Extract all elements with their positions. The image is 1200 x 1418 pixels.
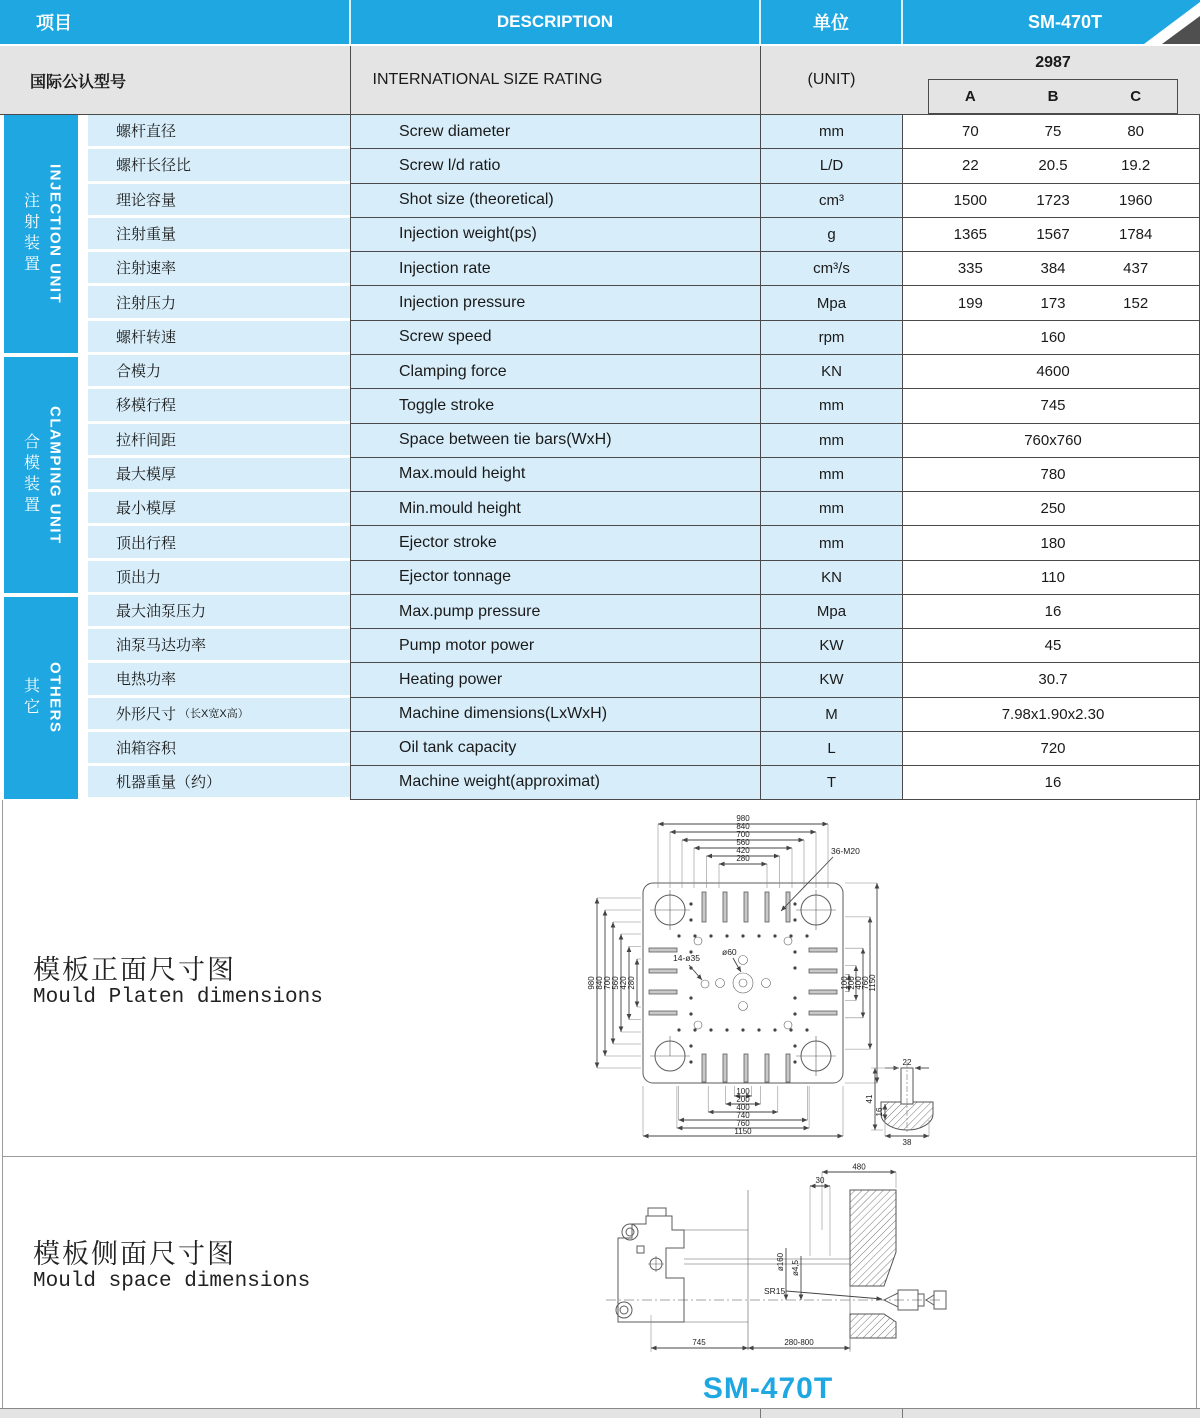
dim-label: 16 xyxy=(875,1107,884,1117)
section-rows-others xyxy=(0,595,1200,800)
spec-name-en xyxy=(350,424,760,458)
spec-unit xyxy=(760,492,902,526)
dim-label: 980 xyxy=(587,976,596,990)
spec-row-others-1 xyxy=(0,629,1200,663)
spec-name-en xyxy=(350,458,760,492)
dim-label: 200 xyxy=(847,976,856,990)
spec-unit xyxy=(760,252,902,286)
spec-name-cn xyxy=(88,561,350,595)
spec-name-en xyxy=(350,115,760,149)
spec-value: 75 xyxy=(1044,123,1062,141)
space-drawing-title-en: Mould space dimensions xyxy=(33,1270,311,1293)
spec-values xyxy=(902,321,1200,355)
spec-values xyxy=(902,286,1200,320)
spec-name-cn-note: （长X宽X高） xyxy=(179,708,249,721)
spec-unit xyxy=(760,698,902,732)
spec-name-cn-text: 移模行程 xyxy=(116,397,177,415)
subheader-unit-text: (UNIT) xyxy=(807,71,856,88)
spec-row-injection-4 xyxy=(0,252,1200,286)
subheader-model-cn xyxy=(0,46,350,115)
space-drawing-title-cn: 模板侧面尺寸图 xyxy=(33,1239,236,1270)
spec-row-others-4 xyxy=(0,732,1200,766)
panel-divider xyxy=(3,1156,1196,1157)
spec-name-en xyxy=(350,218,760,252)
spec-row-clamping-5 xyxy=(0,526,1200,560)
spec-value: 22 xyxy=(961,157,979,175)
size-rating-value xyxy=(928,46,1178,79)
spec-unit xyxy=(760,389,902,423)
spec-name-cn xyxy=(88,115,350,149)
spec-name-en xyxy=(350,561,760,595)
bolt-hole-dots xyxy=(677,902,808,1063)
spec-unit-text: KN xyxy=(821,363,842,381)
spec-row-clamping-6 xyxy=(0,561,1200,595)
radius-label: SR15 xyxy=(764,1286,786,1296)
spec-unit-text: cm³ xyxy=(819,191,844,209)
spec-unit-text: KW xyxy=(819,671,844,689)
dim-label: 840 xyxy=(595,976,604,990)
spec-name-en-text: Machine weight(approximat) xyxy=(399,773,600,791)
spec-name-en-text: Max.pump pressure xyxy=(399,602,541,620)
spec-name-cn xyxy=(88,526,350,560)
spec-name-cn xyxy=(88,595,350,629)
spec-name-cn xyxy=(88,424,350,458)
spec-value: 335 xyxy=(957,260,983,278)
spec-name-en-text: Ejector stroke xyxy=(399,534,497,552)
spec-unit xyxy=(760,218,902,252)
spec-value: 19.2 xyxy=(1121,157,1151,175)
spec-values xyxy=(902,218,1200,252)
spec-name-cn xyxy=(88,663,350,697)
spec-name-cn-text: 最大油泵压力 xyxy=(116,603,207,621)
spec-name-en xyxy=(350,355,760,389)
mould-space-drawing xyxy=(588,1160,948,1360)
spec-unit-text: mm xyxy=(819,500,844,518)
dim-label: 30 xyxy=(815,1176,825,1185)
dim-label: 1150 xyxy=(868,974,877,992)
header-corner-triangle-dark xyxy=(1162,16,1200,44)
section-label-injection xyxy=(4,115,78,353)
tie-bar-crosshairs xyxy=(650,890,836,1076)
spec-name-en-text: Shot size (theoretical) xyxy=(399,191,554,209)
strip-line xyxy=(902,1409,903,1418)
header-unit-label xyxy=(760,0,902,44)
spec-unit xyxy=(760,321,902,355)
spec-name-cn xyxy=(88,252,350,286)
spec-unit xyxy=(760,526,902,560)
spec-unit-text: KW xyxy=(819,637,844,655)
spec-values xyxy=(902,424,1200,458)
dim-label: 560 xyxy=(611,976,620,990)
spec-unit xyxy=(760,355,902,389)
subheader-size-rating xyxy=(350,46,760,115)
size-rating-value-text: 2987 xyxy=(1035,53,1071,71)
spec-value: 45 xyxy=(1044,637,1062,655)
dim-label: 400 xyxy=(736,1103,750,1112)
moving-platen-outline xyxy=(616,1208,684,1322)
spec-name-en-text: Injection rate xyxy=(399,259,491,277)
spec-values xyxy=(902,732,1200,766)
spec-name-cn xyxy=(88,492,350,526)
spec-name-en xyxy=(350,149,760,183)
spec-name-en xyxy=(350,184,760,218)
spec-name-en xyxy=(350,629,760,663)
spec-unit xyxy=(760,286,902,320)
spec-values xyxy=(902,629,1200,663)
spec-values xyxy=(902,149,1200,183)
dim-label: 700 xyxy=(736,830,750,839)
dim-label: 560 xyxy=(736,838,750,847)
spec-name-cn-text: 顶出力 xyxy=(116,568,162,586)
spec-name-en xyxy=(350,732,760,766)
spec-unit-text: mm xyxy=(819,465,844,483)
spec-value: 720 xyxy=(1040,739,1066,757)
spec-name-en-text: Screw speed xyxy=(399,328,492,346)
bolt-spec-label: 36-M20 xyxy=(831,846,860,856)
subheader-size-area xyxy=(902,46,1200,115)
dim-label: 480 xyxy=(852,1162,866,1172)
header-unit-text: 单位 xyxy=(813,13,849,33)
spec-unit-text: mm xyxy=(819,534,844,552)
subheader-model-cn-text: 国际公认型号 xyxy=(30,73,127,91)
spec-name-cn-text: 注射重量 xyxy=(116,225,177,243)
subheader-unit xyxy=(760,46,902,115)
table-subheader xyxy=(0,46,1200,115)
bottom-truncated-row xyxy=(0,1408,1200,1418)
others-cn-label: 其它 xyxy=(21,677,39,719)
right-dimensions xyxy=(840,883,877,1083)
spec-name-cn-text: 最大模厚 xyxy=(116,465,177,483)
spec-name-en xyxy=(350,766,760,800)
spec-values xyxy=(902,458,1200,492)
spec-unit xyxy=(760,424,902,458)
dim-label: 280 xyxy=(736,854,750,863)
platen-drawing-title-en: Mould Platen dimensions xyxy=(33,986,323,1009)
spec-row-clamping-0 xyxy=(0,355,1200,389)
spec-unit xyxy=(760,561,902,595)
variant-b-text: B xyxy=(1047,88,1059,105)
spec-values xyxy=(902,389,1200,423)
variant-c-header xyxy=(1094,80,1177,113)
spec-unit xyxy=(760,595,902,629)
spec-unit xyxy=(760,115,902,149)
top-dimensions xyxy=(658,814,828,864)
spec-value: 1500 xyxy=(953,191,988,209)
spec-value: 180 xyxy=(1040,534,1066,552)
spec-name-en xyxy=(350,663,760,697)
spec-name-cn xyxy=(88,218,350,252)
spec-value: 760x760 xyxy=(1024,431,1082,449)
radius-leader xyxy=(786,1291,882,1299)
spec-row-clamping-1 xyxy=(0,389,1200,423)
spec-name-en-text: Injection pressure xyxy=(399,294,526,312)
spec-unit xyxy=(760,629,902,663)
dim-label: 400 xyxy=(854,976,863,990)
spec-values xyxy=(902,766,1200,800)
spec-value: 780 xyxy=(1040,465,1066,483)
spec-values xyxy=(902,184,1200,218)
section-label-clamping xyxy=(4,357,78,593)
spec-name-en-text: Screw l/d ratio xyxy=(399,156,501,174)
variant-a-header xyxy=(929,80,1012,113)
spec-row-injection-3 xyxy=(0,218,1200,252)
spec-values xyxy=(902,595,1200,629)
spec-value: 1960 xyxy=(1118,191,1153,209)
dim-label: 22 xyxy=(902,1058,912,1067)
t-slot-detail xyxy=(865,1058,933,1147)
spec-row-clamping-4 xyxy=(0,492,1200,526)
subheader-size-rating-text: INTERNATIONAL SIZE RATING xyxy=(372,71,603,88)
header-model-text: SM-470T xyxy=(1027,11,1103,32)
spec-values xyxy=(902,698,1200,732)
center-hole-label: ø60 xyxy=(722,947,737,957)
spec-name-cn-text: 外形尺寸 xyxy=(116,705,177,723)
table-header xyxy=(0,0,1200,46)
spec-unit xyxy=(760,732,902,766)
spec-row-injection-0 xyxy=(0,115,1200,149)
spec-name-cn xyxy=(88,389,350,423)
spec-row-clamping-2 xyxy=(0,424,1200,458)
header-item-label xyxy=(36,0,72,44)
spec-name-cn-text: 机器重量（约） xyxy=(116,773,222,791)
spec-value: 16 xyxy=(1044,773,1062,791)
spec-values xyxy=(902,663,1200,697)
dim-label: 200 xyxy=(736,1095,750,1104)
spec-unit xyxy=(760,184,902,218)
spec-name-cn-text: 理论容量 xyxy=(116,191,177,209)
dim-label: 760 xyxy=(736,1119,750,1128)
spec-value: 173 xyxy=(1040,294,1066,312)
mould-space-rails xyxy=(648,1190,850,1350)
spec-value: 110 xyxy=(1041,568,1065,586)
spec-name-en xyxy=(350,595,760,629)
spec-name-cn-text: 注射速率 xyxy=(116,260,177,278)
spec-value: 7.98x1.90x2.30 xyxy=(1001,705,1105,723)
spec-name-en xyxy=(350,252,760,286)
spec-name-en xyxy=(350,698,760,732)
spec-unit xyxy=(760,766,902,800)
platen-outline xyxy=(643,883,843,1083)
spec-name-cn xyxy=(88,458,350,492)
spec-name-cn-text: 合模力 xyxy=(116,363,162,381)
spec-values xyxy=(902,561,1200,595)
dim-label: 280-800 xyxy=(784,1338,814,1347)
spec-value: 80 xyxy=(1127,123,1145,141)
hole-leader-line xyxy=(689,965,702,980)
spec-unit-text: M xyxy=(825,705,838,723)
spec-name-en xyxy=(350,321,760,355)
spec-name-en-text: Ejector tonnage xyxy=(399,568,512,586)
dim-label: 280 xyxy=(627,976,636,990)
spec-row-injection-1 xyxy=(0,149,1200,183)
spec-values xyxy=(902,526,1200,560)
spec-name-en-text: Max.mould height xyxy=(399,465,526,483)
spec-name-en-text: Machine dimensions(LxWxH) xyxy=(399,705,608,723)
header-description-text: DESCRIPTION xyxy=(496,12,614,31)
spec-name-en-text: Oil tank capacity xyxy=(399,739,517,757)
spec-name-en-text: Space between tie bars(WxH) xyxy=(399,431,612,449)
spec-unit-text: g xyxy=(827,225,836,243)
spec-unit-text: rpm xyxy=(818,328,845,346)
spec-value: 160 xyxy=(1040,328,1066,346)
section-rows-clamping xyxy=(0,355,1200,595)
platen-front-drawing xyxy=(581,808,941,1148)
spec-name-cn xyxy=(88,286,350,320)
spec-name-cn xyxy=(88,732,350,766)
spec-unit-text: L/D xyxy=(819,157,844,175)
section-rows-injection xyxy=(0,115,1200,355)
spec-name-en-text: Clamping force xyxy=(399,362,507,380)
dim-label: 740 xyxy=(736,1111,750,1120)
spec-unit-text: L xyxy=(827,739,836,757)
spec-row-others-2 xyxy=(0,663,1200,697)
dim-label: 745 xyxy=(692,1338,706,1347)
spec-name-cn xyxy=(88,184,350,218)
variant-c-text: C xyxy=(1130,88,1142,105)
spec-values xyxy=(902,355,1200,389)
spec-value: 152 xyxy=(1123,294,1149,312)
spec-row-injection-5 xyxy=(0,286,1200,320)
spec-name-cn-text: 顶出行程 xyxy=(116,534,177,552)
platen-drawing-title-cn: 模板正面尺寸图 xyxy=(33,955,236,986)
spec-name-en xyxy=(350,286,760,320)
spec-value: 250 xyxy=(1040,500,1066,518)
center-leader-line xyxy=(733,958,741,972)
spec-name-en xyxy=(350,389,760,423)
spec-name-cn-text: 螺杆长径比 xyxy=(116,157,192,175)
spec-unit xyxy=(760,458,902,492)
diagrams-panel xyxy=(2,800,1197,1408)
dim-label: 840 xyxy=(736,822,750,831)
model-name-label: SM-470T xyxy=(702,1372,834,1405)
spec-value: 199 xyxy=(957,294,983,312)
spec-name-cn xyxy=(88,698,350,732)
spec-values xyxy=(902,115,1200,149)
spec-row-others-3 xyxy=(0,698,1200,732)
spec-name-cn-text: 螺杆直径 xyxy=(116,123,177,141)
spec-values xyxy=(902,252,1200,286)
spec-name-cn-text: 电热功率 xyxy=(116,671,177,689)
dim-label: 1150 xyxy=(734,1127,752,1136)
clamping-cn-label: 合模装置 xyxy=(21,433,39,517)
spec-unit-text: mm xyxy=(819,397,844,415)
spec-name-cn-text: 注射压力 xyxy=(116,294,177,312)
spec-name-cn-text: 油箱容积 xyxy=(116,739,177,757)
bottom-dimensions xyxy=(643,1087,843,1136)
dim-label: ø160 xyxy=(776,1252,785,1272)
spec-name-cn xyxy=(88,766,350,800)
dim-label: 100 xyxy=(736,1087,750,1096)
dim-label: 980 xyxy=(736,814,750,823)
spec-unit-text: KN xyxy=(821,568,842,586)
spec-name-cn xyxy=(88,629,350,663)
fixed-platen-hatched xyxy=(850,1190,896,1350)
variant-header-box xyxy=(928,79,1178,114)
spec-name-en-text: Min.mould height xyxy=(399,499,521,517)
header-item-text: 项目 xyxy=(36,13,72,33)
hole-spec-label: 14-ø35 xyxy=(673,953,700,963)
spec-value: 1567 xyxy=(1036,225,1070,243)
variant-b-header xyxy=(1012,80,1095,113)
spec-name-en xyxy=(350,492,760,526)
spec-unit-text: mm xyxy=(819,431,844,449)
dim-label: 100 xyxy=(840,976,849,990)
spec-row-others-0 xyxy=(0,595,1200,629)
spec-unit xyxy=(760,149,902,183)
variant-a-text: A xyxy=(964,88,976,105)
left-dimensions xyxy=(587,898,637,1068)
spec-unit-text: mm xyxy=(819,123,844,141)
spec-value: 20.5 xyxy=(1038,157,1068,175)
spec-values xyxy=(902,492,1200,526)
spec-row-injection-6 xyxy=(0,321,1200,355)
dim-label: 38 xyxy=(902,1138,912,1147)
spec-unit xyxy=(760,663,902,697)
section-label-others xyxy=(4,597,78,799)
spec-name-cn-text: 油泵马达功率 xyxy=(116,637,207,655)
spec-name-en-text: Pump motor power xyxy=(399,636,535,654)
spec-unit-text: Mpa xyxy=(816,294,847,312)
injection-en-label: INJECTION UNIT xyxy=(46,163,64,305)
spec-name-cn-text: 最小模厚 xyxy=(116,500,177,518)
injection-cn-label: 注射装置 xyxy=(21,192,39,276)
spec-value: 437 xyxy=(1123,260,1149,278)
spec-name-cn-text: 螺杆转速 xyxy=(116,328,177,346)
bolt-leader-line xyxy=(781,857,833,911)
spec-name-cn-text: 拉杆间距 xyxy=(116,431,177,449)
spec-name-cn xyxy=(88,321,350,355)
spec-value: 4600 xyxy=(1036,363,1070,381)
spec-unit-text: T xyxy=(826,773,837,791)
spec-value: 1365 xyxy=(953,225,988,243)
spec-name-cn xyxy=(88,355,350,389)
spec-name-en xyxy=(350,526,760,560)
dim-label: 700 xyxy=(603,976,612,990)
spec-value: 1723 xyxy=(1036,191,1070,209)
spec-table-body xyxy=(0,115,1200,800)
spec-unit-text: Mpa xyxy=(816,603,847,621)
spec-name-en-text: Screw diameter xyxy=(399,122,511,140)
spec-name-en-text: Heating power xyxy=(399,670,503,688)
dim-label: 41 xyxy=(865,1094,874,1104)
dim-label: 760 xyxy=(861,976,870,990)
others-en-label: OTHERS xyxy=(46,662,64,734)
spec-name-cn xyxy=(88,149,350,183)
dim-label: ø4,5 xyxy=(791,1259,800,1277)
spec-name-en-text: Injection weight(ps) xyxy=(399,225,537,243)
dim-label: 420 xyxy=(736,846,750,855)
strip-line xyxy=(760,1409,761,1418)
spec-row-others-5 xyxy=(0,766,1200,800)
spec-value: 745 xyxy=(1040,397,1066,415)
spec-value: 16 xyxy=(1044,603,1062,621)
spec-value: 1784 xyxy=(1118,225,1153,243)
dim-label: 420 xyxy=(619,976,628,990)
spec-row-clamping-3 xyxy=(0,458,1200,492)
spec-value: 30.7 xyxy=(1038,671,1068,689)
spec-row-injection-2 xyxy=(0,184,1200,218)
spec-value: 70 xyxy=(961,123,979,141)
clamping-en-label: CLAMPING UNIT xyxy=(46,405,64,545)
spec-value: 384 xyxy=(1040,260,1066,278)
spec-unit-text: cm³/s xyxy=(813,260,850,278)
spec-name-en-text: Toggle stroke xyxy=(399,396,495,414)
